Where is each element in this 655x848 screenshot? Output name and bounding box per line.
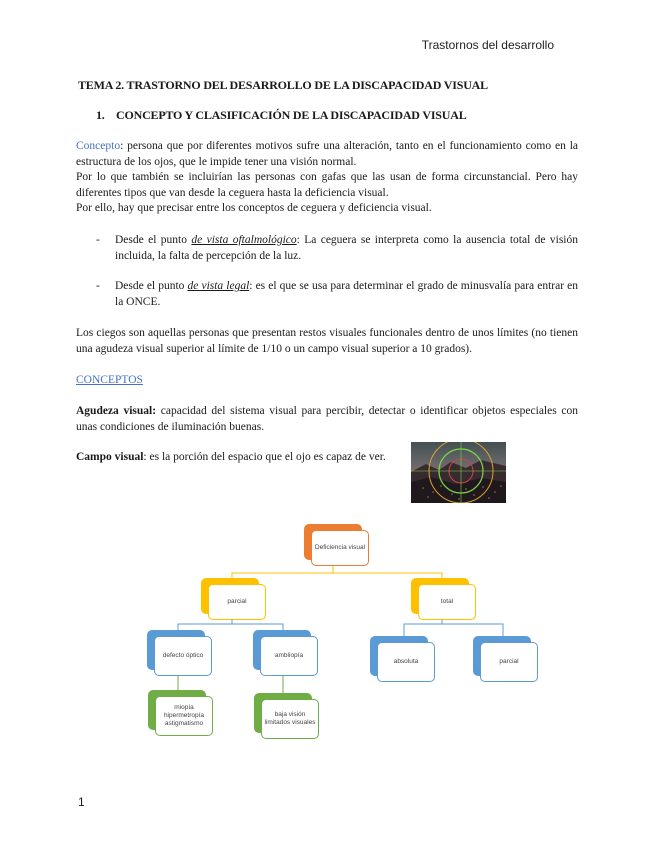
bullet-text: Desde el punto de vista legal: es el que se usa para determinar el grado de minusvalía para entrar en la ONCE. xyxy=(115,280,578,308)
node-parcial-label: parcial xyxy=(208,584,266,620)
page-number: 1 xyxy=(78,795,85,809)
bullet-dash: - xyxy=(96,280,100,292)
node-baja-vision-label: baja visión limitados visuales xyxy=(261,699,319,739)
node-miopia-label: miopía hipermetropía astigmatismo xyxy=(155,696,213,736)
chapter-title: TEMA 2. TRASTORNO DEL DESARROLLO DE LA DISCAPACIDAD VISUAL xyxy=(78,78,488,92)
page-header: Trastornos del desarrollo xyxy=(421,38,554,52)
campo-term: Campo visual xyxy=(76,451,144,463)
node-absoluta-label: absoluta xyxy=(377,642,435,682)
concepto-label: Concepto xyxy=(76,140,121,152)
agudeza-term: Agudeza visual: xyxy=(76,405,157,417)
node-parcial-total-label: parcial xyxy=(480,642,538,682)
bullet-text: Desde el punto de vista oftalmológico: La ceguera se interpreta como la ausencia total de visión incluida, la falta de percepción de la luz. xyxy=(115,234,579,262)
node-defecto-optico-label: defecto óptico xyxy=(154,636,212,676)
section-number: 1. xyxy=(96,108,105,122)
node-total-label: total xyxy=(418,584,476,620)
campo-text: : es la porción del espacio que el ojo es capaz de ver. xyxy=(143,451,386,463)
bullet-dash: - xyxy=(96,234,100,246)
concepto-text: : persona que por diferentes motivos sufre una alteración, tanto en el funcionamiento como en la estructura de los ojos, que le impide tener una visión normal. xyxy=(76,140,578,168)
agudeza-text: capacidad del sistema visual para percibir, detectar o identificar objetos especiales con unas condiciones de iluminación buenas. xyxy=(76,405,578,433)
node-ambliopia-label: ambliopía xyxy=(260,636,318,676)
node-root-label: Deficiencia visual xyxy=(311,530,369,566)
gafas-paragraph: Por lo que también se incluirían las personas con gafas que las usan de forma circunstancial. Pero hay diferentes tipos que van desde la ceguera hasta la deficiencia visual. xyxy=(76,171,578,199)
ciegos-paragraph: Los ciegos son aquellas personas que presentan restos visuales funcionales dentro de unos límites (no tienen una agudeza visual superior al límite de 1/10 o un campo visual superior a 10 grados). xyxy=(76,327,578,355)
underlined-term: de vista oftalmológico xyxy=(191,234,297,246)
underlined-term: de vista legal xyxy=(187,280,250,292)
conceptos-link[interactable]: CONCEPTOS xyxy=(76,374,143,386)
porello-paragraph: Por ello, hay que precisar entre los conceptos de ceguera y deficiencia visual. xyxy=(76,202,432,214)
section-title-text: CONCEPTO Y CLASIFICACIÓN DE LA DISCAPACIDAD VISUAL xyxy=(116,108,467,122)
